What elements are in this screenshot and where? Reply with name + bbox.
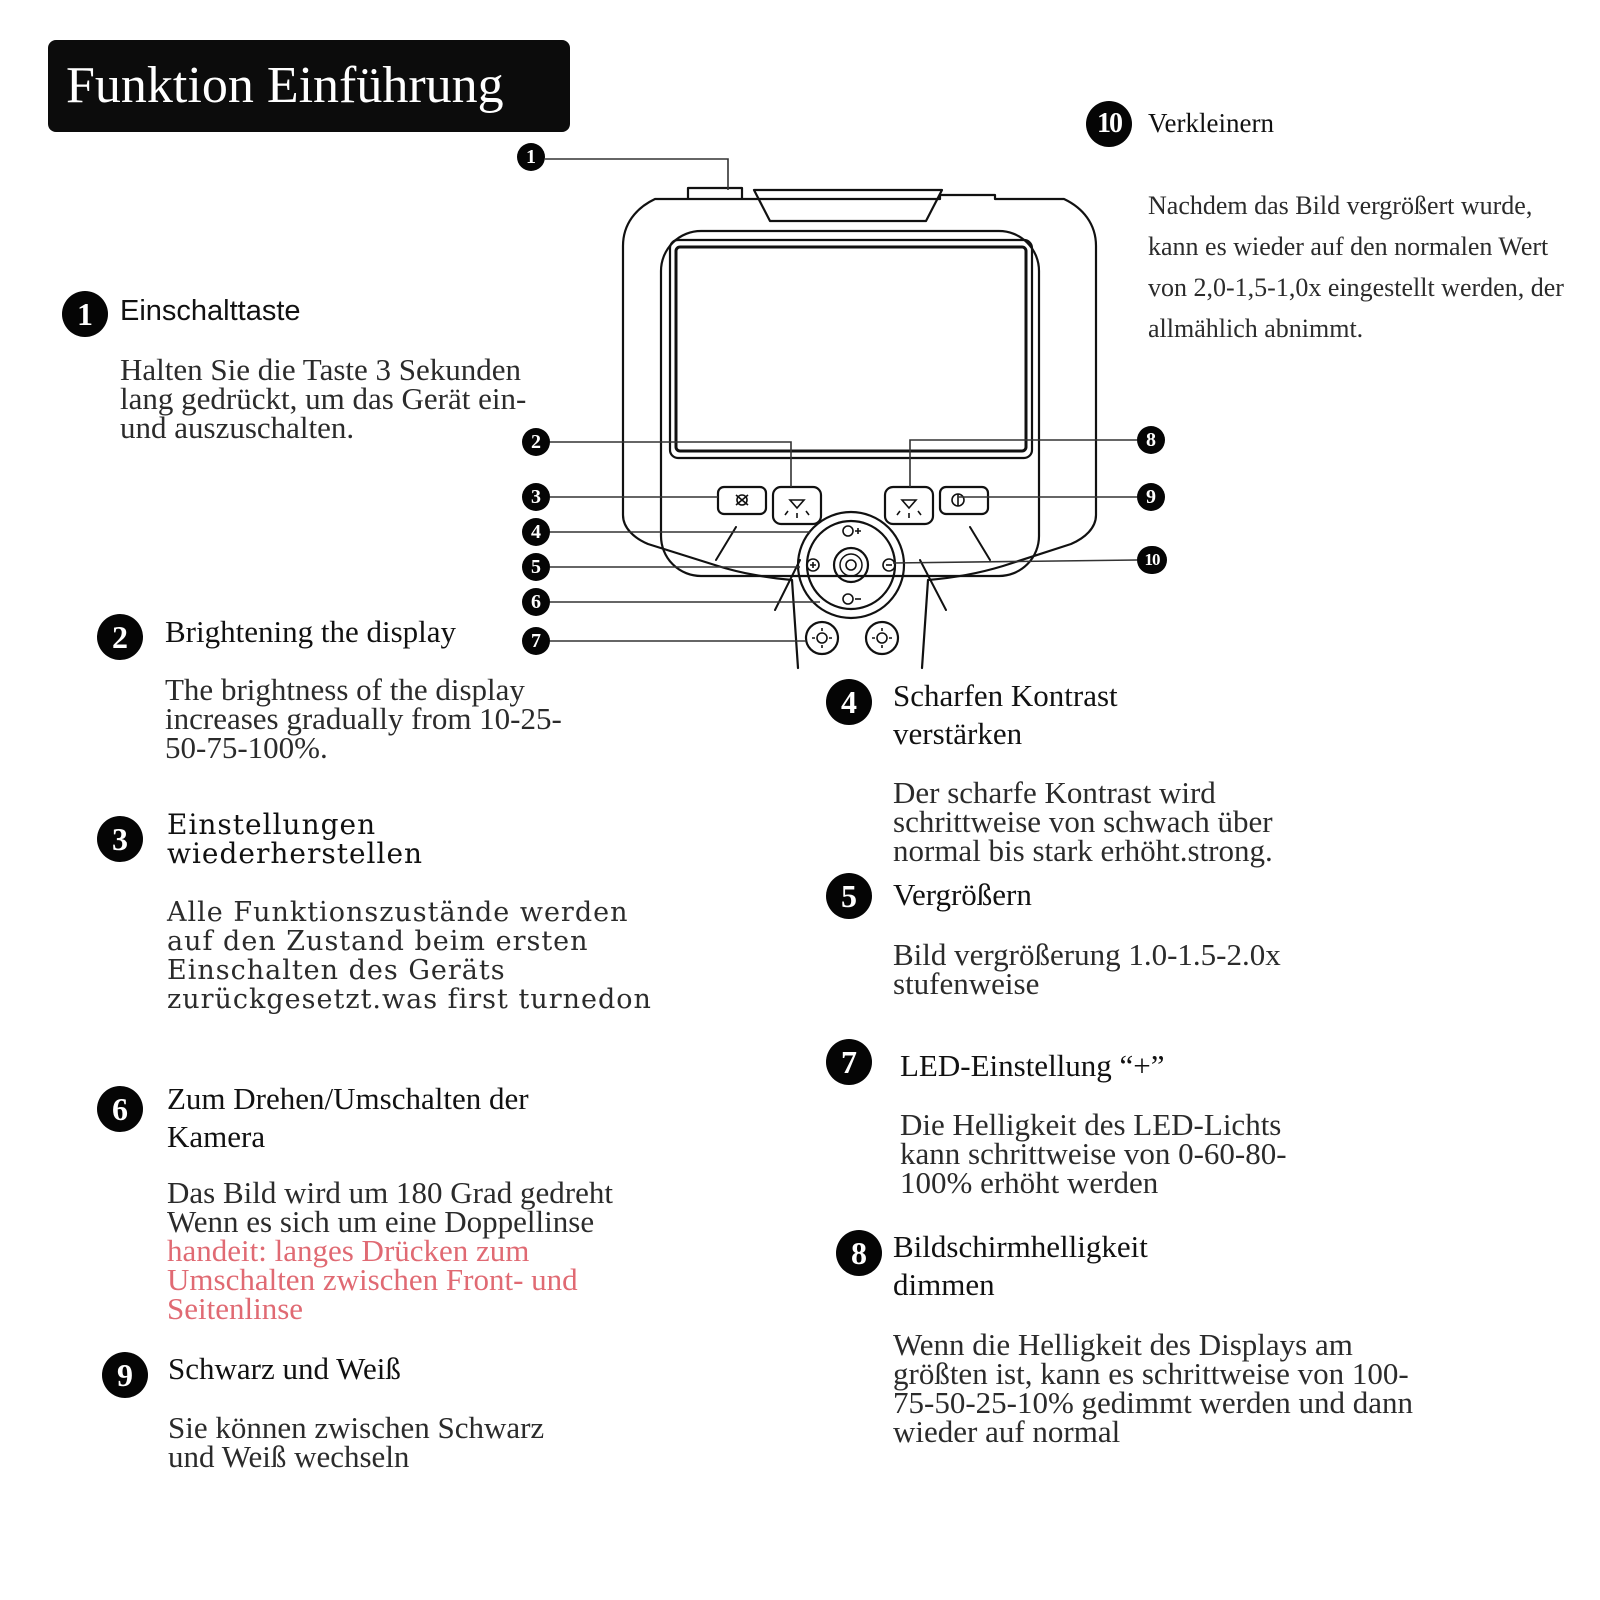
led-plus-button-shape	[806, 622, 838, 654]
feature-10-body: Nachdem das Bild vergrößert wurde, kann es wieder auf den normalen Wert von 2,0-1,5-1,0x eingestellt werden, der allmählich abnimmt.	[1148, 191, 1564, 343]
feature-10-heading: Verkleinern	[1148, 108, 1274, 138]
callout-4: 4	[522, 518, 550, 546]
page-title: Funktion Einführung	[48, 40, 570, 132]
callout-3: 3	[522, 483, 550, 511]
badge-8: 8	[836, 1230, 882, 1276]
callout-9: 9	[1137, 483, 1165, 511]
top-bump	[754, 190, 942, 221]
feature-8-heading: Bildschirmhelligkeit dimmen	[893, 1229, 1148, 1302]
badge-9: 9	[102, 1352, 148, 1398]
feature-2-body: The brightness of the display increases gradually from 10-25-50-75-100%.	[165, 672, 562, 765]
feature-7-body: Die Helligkeit des LED-Lichts kann schrittweise von 0-60-80-100% erhöht werden	[900, 1107, 1287, 1200]
feature-6-body-highlight: handeit: langes Drücken zum Umschalten zwischen Front- und Seitenlinse	[167, 1233, 578, 1326]
callout-10: 10	[1137, 546, 1167, 574]
callout-2: 2	[522, 428, 550, 456]
callout-5: 5	[522, 553, 550, 581]
feature-4-heading: Scharfen Kontrast verstärken	[893, 678, 1118, 751]
badge-1: 1	[62, 291, 108, 337]
screen-inner	[676, 247, 1026, 451]
badge-7: 7	[826, 1039, 872, 1085]
feature-2-heading: Brightening the display	[165, 614, 457, 649]
badge-10: 10	[1086, 101, 1132, 147]
brighten-button-shape	[773, 487, 821, 524]
dim-button-shape	[885, 487, 933, 524]
feature-4-body: Der scharfe Kontrast wird schrittweise von schwach über normal bis stark erhöht.strong.	[893, 775, 1273, 868]
badge-2: 2	[97, 614, 143, 660]
led-minus-button-shape	[866, 622, 898, 654]
feature-9-heading: Schwarz und Weiß	[168, 1351, 401, 1386]
feature-6-body-text: Das Bild wird um 180 Grad gedreht Wenn es sich um eine Doppellinse	[167, 1175, 613, 1239]
feature-1-heading: Einschalttaste	[120, 295, 301, 327]
screen-outer	[670, 240, 1032, 458]
feature-6-body	[167, 1175, 647, 1326]
badge-5: 5	[826, 873, 872, 919]
feature-8-body: Wenn die Helligkeit des Displays am größten ist, kann es schrittweise von 100-75-50-25-10% gedimmt werden und dann wieder auf normal	[893, 1327, 1413, 1449]
feature-6-heading: Zum Drehen/Umschalten der Kamera	[167, 1081, 529, 1154]
screen-bezel	[661, 231, 1039, 576]
badge-4: 4	[826, 679, 872, 725]
feature-9-body: Sie können zwischen Schwarz und Weiß wechseln	[168, 1410, 545, 1474]
feature-7-heading: LED-Einstellung “+”	[900, 1048, 1165, 1083]
badge-3: 3	[97, 816, 143, 862]
callout-7: 7	[522, 627, 550, 655]
feature-3-heading: Einstellungen wiederherstellen	[167, 808, 424, 870]
callout-1: 1	[517, 143, 545, 171]
callout-6: 6	[522, 588, 550, 616]
feature-5-body: Bild vergrößerung 1.0-1.5-2.0x stufenweise	[893, 937, 1281, 1001]
callout-8: 8	[1137, 426, 1165, 454]
feature-3-body: Alle Funktionszustände werden auf den Zustand beim ersten Einschalten des Geräts zurückgesetzt.was first turnedon	[167, 897, 652, 1015]
badge-6: 6	[97, 1086, 143, 1132]
feature-5-heading: Vergrößern	[893, 877, 1032, 912]
feature-1-body: Halten Sie die Taste 3 Sekunden lang gedrückt, um das Gerät ein- und auszuschalten.	[120, 352, 527, 445]
